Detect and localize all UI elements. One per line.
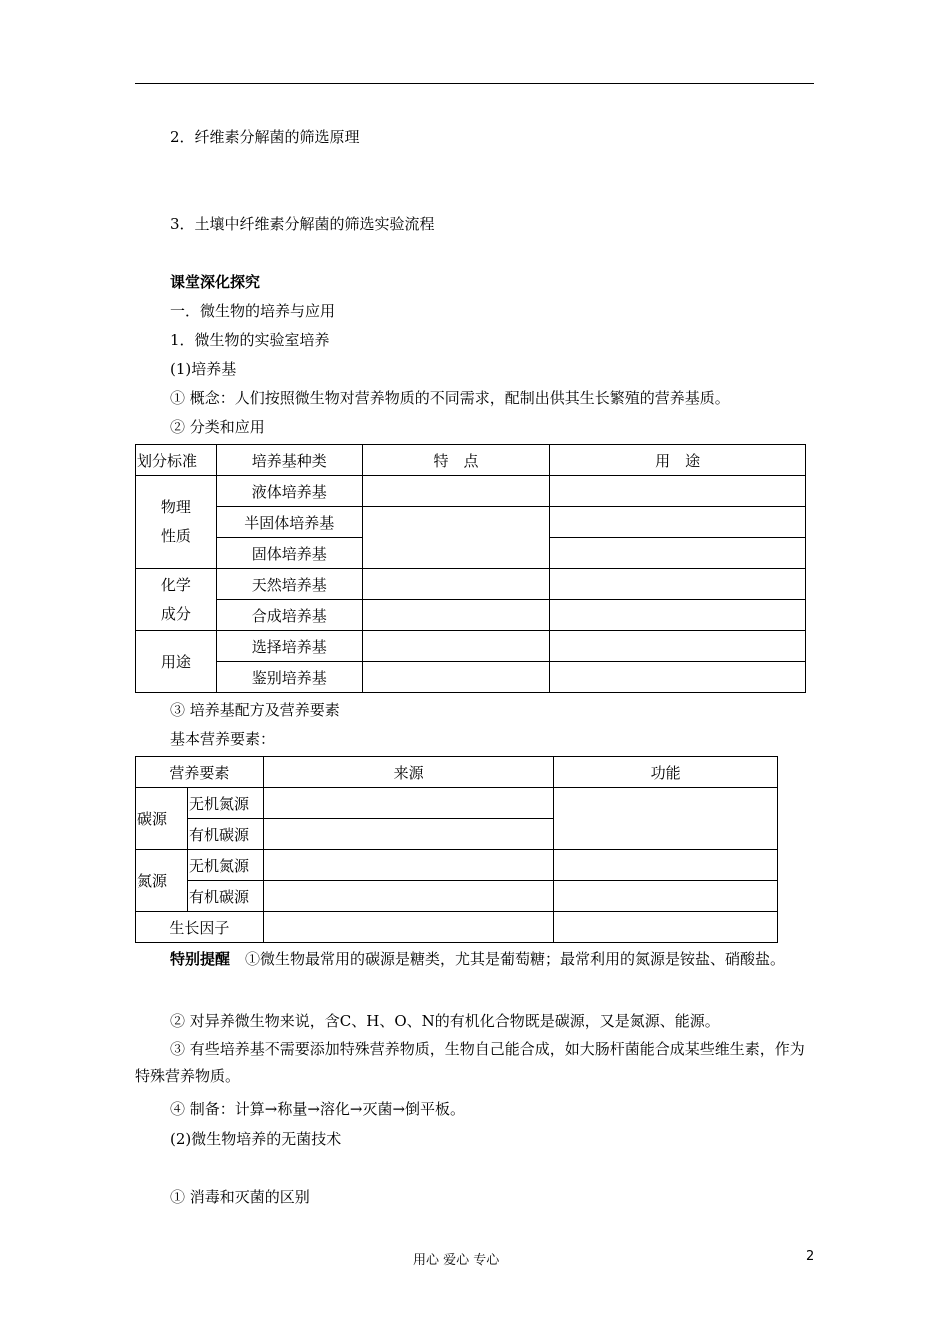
table-header-cell: 特 点 <box>362 445 550 476</box>
blank-cell <box>263 819 554 850</box>
disinfection-heading: ① 消毒和灭菌的区别 <box>170 1188 310 1206</box>
carbon-source-cell: 碳源 <box>136 788 188 850</box>
table-header-cell: 划分标准 <box>136 445 217 476</box>
subtype-cell: 无机氮源 <box>187 788 263 819</box>
table-header-cell: 营养要素 <box>136 757 264 788</box>
table-row <box>136 881 778 912</box>
type-cell: 液体培养基 <box>216 476 362 507</box>
blank-cell <box>550 631 806 662</box>
table-header-cell: 功能 <box>554 757 778 788</box>
group-label: 物理 <box>160 498 191 516</box>
blank-cell <box>550 569 806 600</box>
table-header-row <box>136 757 778 788</box>
medium-classification-table <box>135 444 806 693</box>
blank-cell <box>554 850 778 881</box>
table-row <box>136 850 778 881</box>
blank-cell <box>263 850 554 881</box>
blank-cell <box>263 788 554 819</box>
type-cell: 天然培养基 <box>216 569 362 600</box>
growth-factor-cell: 生长因子 <box>136 912 264 943</box>
blank-cell <box>550 662 806 693</box>
blank-cell <box>550 600 806 631</box>
blank-cell <box>550 476 806 507</box>
table-header-cell: 来源 <box>263 757 554 788</box>
blank-cell <box>263 881 554 912</box>
type-cell: 固体培养基 <box>216 538 362 569</box>
tip-label: 特别提醒 <box>170 950 231 968</box>
medium-heading: (1)培养基 <box>170 360 237 378</box>
item-1-heading: 1．微生物的实验室培养 <box>170 331 330 349</box>
table-row <box>136 569 806 600</box>
blank-cell <box>362 600 550 631</box>
table-header-cell: 培养基种类 <box>216 445 362 476</box>
type-cell: 合成培养基 <box>216 600 362 631</box>
nutrients-table <box>135 756 778 943</box>
subsection-heading: 一．微生物的培养与应用 <box>170 302 336 320</box>
tip-text: ①微生物最常用的碳源是糖类，尤其是葡萄糖；最常利用的氮源是铵盐、硝酸盐。 <box>245 950 786 968</box>
table-row <box>136 507 806 538</box>
type-cell: 半固体培养基 <box>216 507 362 538</box>
group-label: 成分 <box>160 604 191 623</box>
table-row <box>136 912 778 943</box>
item-3-heading: 3．土壤中纤维素分解菌的筛选实验流程 <box>170 215 435 233</box>
recipe-line: ③ 培养基配方及营养要素 <box>170 701 340 719</box>
blank-cell <box>554 881 778 912</box>
group-label: 性质 <box>160 527 191 545</box>
concept-line: ① 概念：人们按照微生物对营养物质的不同需求，配制出供其生长繁殖的营养基质。 <box>170 389 730 407</box>
subtype-cell: 有机碳源 <box>187 881 263 912</box>
type-cell: 鉴别培养基 <box>216 662 362 693</box>
section-title: 课堂深化探究 <box>170 273 261 291</box>
tip-line-2: ② 对异养微生物来说，含C、H、O、N的有机化合物既是碳源，又是氮源、能源。 <box>170 1012 720 1030</box>
item-2-heading: 2．纤维素分解菌的筛选原理 <box>170 128 360 146</box>
blank-cell <box>362 662 550 693</box>
blank-cell <box>263 912 554 943</box>
footer-slogan: 用心 爱心 专心 <box>413 1253 500 1268</box>
header-rule <box>135 83 814 84</box>
tip-line-3: ③ 有些培养基不需要添加特殊营养物质，生物自己能合成，如大肠杆菌能合成某些维生素，作为特殊营养物质。 <box>135 1040 805 1085</box>
group-chemical-cell <box>136 569 217 631</box>
subtype-cell: 有机碳源 <box>187 819 263 850</box>
page-number: 2 <box>806 1249 815 1264</box>
blank-cell <box>550 538 806 569</box>
nitrogen-source-cell: 氮源 <box>136 850 188 912</box>
type-cell: 选择培养基 <box>216 631 362 662</box>
table-header-cell: 用 途 <box>550 445 806 476</box>
blank-cell <box>554 912 778 943</box>
blank-cell <box>362 476 550 507</box>
group-label: 化学 <box>160 575 191 594</box>
table-row <box>136 788 778 819</box>
blank-cell <box>550 507 806 538</box>
blank-cell <box>554 788 778 850</box>
blank-cell <box>362 569 550 600</box>
table-row <box>136 662 806 693</box>
tip-paragraph <box>135 946 815 973</box>
aseptic-heading: (2)微生物培养的无菌技术 <box>170 1130 342 1148</box>
subtype-cell: 无机氮源 <box>187 850 263 881</box>
basic-nutrients-line: 基本营养要素： <box>170 730 276 748</box>
table-row <box>136 476 806 507</box>
table-row <box>136 600 806 631</box>
blank-cell <box>362 507 550 569</box>
group-physical-cell <box>136 476 217 569</box>
classification-line: ② 分类和应用 <box>170 418 265 436</box>
tip-line-4: ④ 制备：计算→称量→溶化→灭菌→倒平板。 <box>170 1100 466 1118</box>
table-header-row <box>136 445 806 476</box>
group-usage-cell: 用途 <box>136 631 217 693</box>
table-row <box>136 631 806 662</box>
blank-cell <box>362 631 550 662</box>
